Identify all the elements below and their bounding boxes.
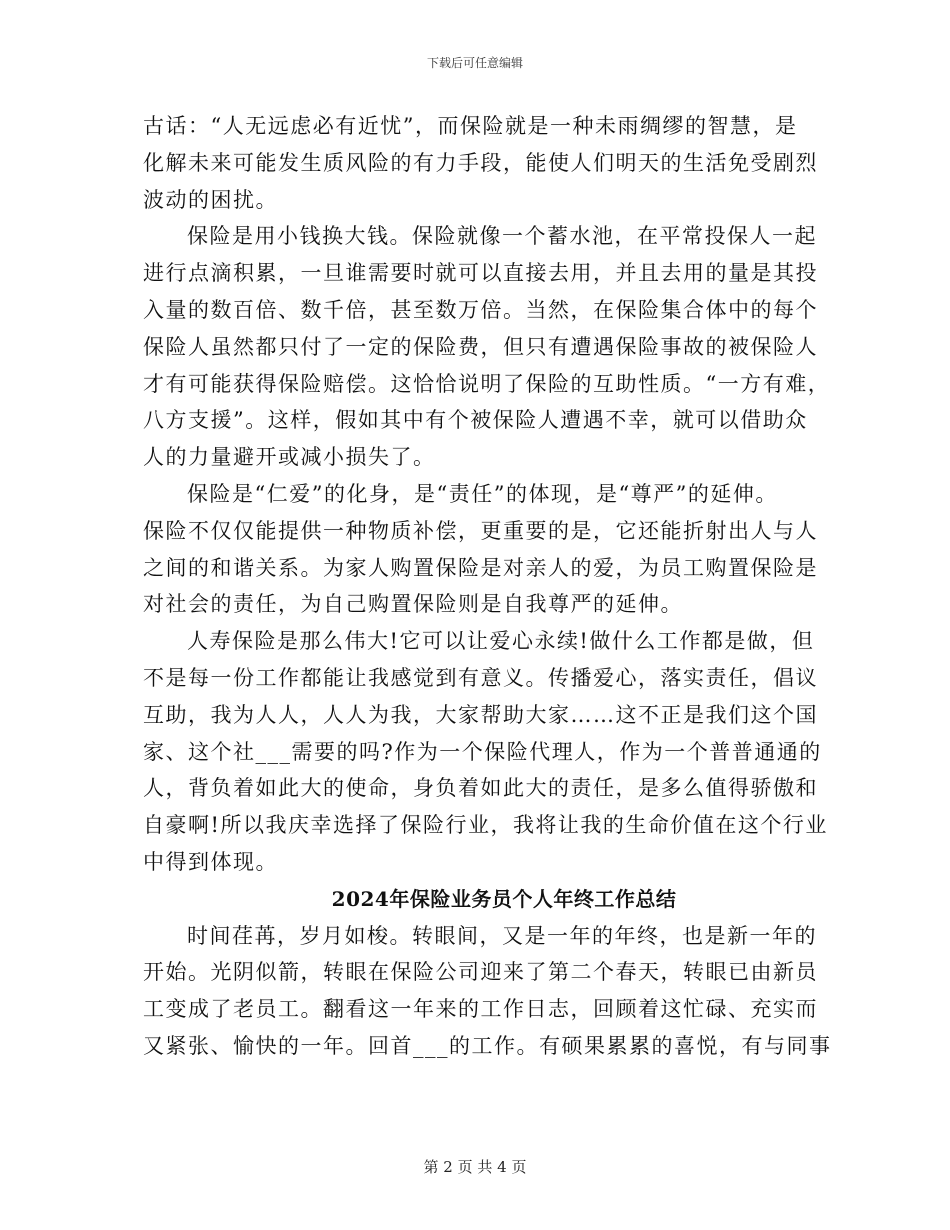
paragraph-first-line: 人寿保险是那么伟大!它可以让爱心永续!做什么工作都是做，但	[187, 629, 815, 654]
text-line: 才有可能获得保险赔偿。这恰恰说明了保险的互助性质。“一方有难，	[143, 371, 831, 396]
text-line: 古话：“人无远虑必有近忧”，而保险就是一种未雨绸缪的智慧，是	[143, 114, 798, 138]
text-line: 互助，我为人人，人人为我，大家帮助大家……这不正是我们这个国	[143, 702, 818, 727]
text-line: 进行点滴积累，一旦谁需要时就可以直接去用，并且去用的量是其投	[143, 261, 818, 286]
paragraph-first-line: 保险是“仁爱”的化身，是“责任”的体现，是“尊严”的延伸。	[187, 481, 778, 506]
paragraph-first-line: 时间荏苒，岁月如梭。转眼间，又是一年的年终，也是新一年的	[187, 923, 817, 948]
text-line: 家、这个社___需要的吗?作为一个保险代理人，作为一个普普通通的	[143, 739, 822, 764]
text-line: 自豪啊!所以我庆幸选择了保险行业，我将让我的生命价值在这个行业	[143, 813, 828, 838]
text-line: 保险不仅仅能提供一种物质补偿，更重要的是，它还能折射出人与人	[143, 518, 818, 543]
text-line: 人，背负着如此大的使命，身负着如此大的责任，是多么值得骄傲和	[143, 776, 818, 801]
text-line: 人的力量避开或减小损失了。	[143, 445, 436, 470]
page-header: 下载后可任意编辑	[426, 56, 523, 70]
text-line: 入量的数百倍、数千倍，甚至数万倍。当然，在保险集合体中的每个	[143, 297, 818, 322]
text-line: 又紧张、愉快的一年。回首___的工作。有硕果累累的喜悦，有与同事	[143, 1033, 832, 1058]
text-line: 八方支援”。这样，假如其中有个被保险人遭遇不幸，就可以借助众	[143, 408, 808, 433]
text-line: 之间的和谐关系。为家人购置保险是对亲人的爱，为员工购置保险是	[143, 555, 818, 580]
paragraph-first-line: 保险是用小钱换大钱。保险就像一个蓄水池，在平常投保人一起	[187, 224, 817, 249]
text-line: 工变成了老员工。翻看这一年来的工作日志，回顾着这忙碌、充实而	[143, 997, 818, 1022]
text-line: 中得到体现。	[143, 849, 278, 874]
text-line: 开始。光阴似箭，转眼在保险公司迎来了第二个春天，转眼已由新员	[143, 960, 818, 985]
text-line: 化解未来可能发生质风险的有力手段，能使人们明天的生活免受剧烈	[143, 150, 818, 175]
text-line: 不是每一份工作都能让我感觉到有意义。传播爱心，落实责任，倡议	[143, 665, 818, 690]
document-body	[143, 108, 832, 1065]
text-line: 对社会的责任，为自己购置保险则是自我尊严的延伸。	[143, 592, 683, 617]
text-line: 保险人虽然都只付了一定的保险费，但只有遭遇保险事故的被保险人	[143, 334, 818, 359]
page-footer: 第 2 页 共 4 页	[423, 1158, 527, 1176]
text-line: 波动的困扰。	[143, 187, 278, 212]
section-title: 2024年保险业务员个人年终工作总结	[331, 886, 677, 911]
